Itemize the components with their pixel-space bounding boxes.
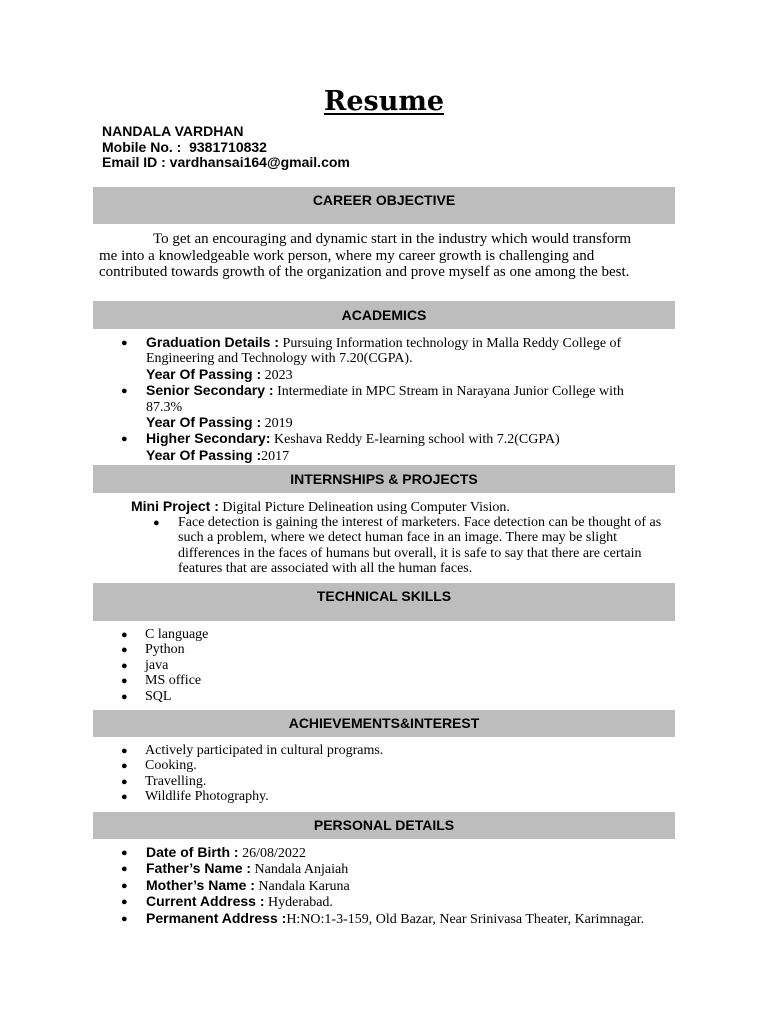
list-item (121, 642, 645, 658)
detail-label: Permanent Address : (146, 909, 287, 926)
objective-line: contributed towards growth of the organization and prove myself as one among the best. (99, 264, 630, 280)
bullet-icon: ● (121, 760, 128, 773)
list-item (121, 657, 645, 673)
section-header-technical-skills: TECHNICAL SKILLS (93, 583, 675, 621)
year-value: 2019 (261, 416, 293, 432)
list-item (121, 789, 645, 805)
year-value: 2023 (261, 367, 293, 383)
objective-line: me into a knowledgeable work person, where my career growth is challenging and (99, 247, 595, 264)
bullet-icon: ● (121, 912, 128, 925)
contact-block (102, 124, 350, 171)
list-item (121, 673, 645, 689)
list-item (121, 773, 645, 789)
academics-list (121, 334, 666, 464)
list-item (121, 627, 645, 642)
year-label: Year Of Passing : (146, 446, 262, 463)
list-item (121, 876, 706, 894)
mobile-number: Mobile No. : 9381710832 (102, 138, 267, 155)
detail-value: H:NO:1-3-159, Old Bazar, Near Srinivasa Theater, Karimnagar. (286, 911, 645, 927)
section-header-academics: ACADEMICS (93, 301, 675, 329)
achievement-text: Wildlife Photography. (145, 789, 269, 805)
bullet-icon: ● (153, 517, 160, 529)
objective-line: To get an encouraging and dynamic start in the industry which would transform (153, 231, 632, 247)
bullet-icon: ● (121, 385, 128, 398)
bullet-icon: ● (121, 791, 128, 804)
academic-detail: Keshava Reddy E-learning school with 7.2(CGPA) (270, 432, 560, 448)
list-item (121, 909, 706, 927)
skill-name: C language (145, 627, 209, 642)
list-item (121, 334, 666, 383)
detail-label: Current Address : (146, 893, 265, 910)
list-item (121, 893, 706, 911)
list-item (153, 515, 678, 577)
email-address: Email ID : vardhansai164@gmail.com (102, 154, 350, 170)
year-label: Year Of Passing : (146, 414, 262, 431)
section-header-career-objective: CAREER OBJECTIVE (93, 187, 675, 224)
academic-label: Higher Secondary: (146, 430, 271, 447)
bullet-icon: ● (121, 863, 128, 876)
detail-value: Hyderabad. (264, 895, 333, 911)
academic-label: Senior Secondary : (146, 382, 274, 399)
skill-name: java (145, 657, 169, 673)
achievements-list (121, 743, 645, 805)
detail-label: Father’s Name : (146, 860, 252, 877)
project-label: Mini Project : (131, 498, 219, 514)
skill-name: Python (145, 642, 185, 658)
academic-detail: Engineering and Technology with 7.20(CGPA). (146, 351, 413, 367)
bullet-icon: ● (121, 629, 128, 641)
mini-project-line (131, 499, 510, 515)
bullet-icon: ● (121, 775, 128, 788)
technical-skills-list (121, 627, 645, 704)
bullet-icon: ● (121, 675, 128, 688)
project-desc-line: differences in the faces of humans but overall, it is safe to say that there are certain (178, 545, 642, 561)
detail-value: 26/08/2022 (238, 846, 306, 861)
list-item (121, 382, 666, 432)
detail-label: Date of Birth : (146, 844, 239, 860)
list-item (121, 743, 645, 758)
list-item (121, 688, 645, 704)
project-desc-line: such a problem, where we detect human face in an image. There may be slight (178, 530, 618, 546)
year-label: Year Of Passing : (146, 365, 262, 382)
career-objective-text (99, 231, 659, 281)
section-header-personal-details: PERSONAL DETAILS (93, 812, 675, 839)
project-desc-line: features that are associated with all the human faces. (178, 561, 473, 577)
list-item (121, 844, 706, 861)
year-value: 2017 (261, 448, 290, 464)
achievement-text: Actively participated in cultural programs. (145, 743, 384, 758)
list-item (121, 758, 645, 774)
detail-label: Mother’s Name : (146, 876, 255, 893)
section-header-achievements: ACHIEVEMENTS&INTEREST (93, 710, 675, 737)
bullet-icon: ● (121, 879, 128, 892)
project-title: Digital Picture Delineation using Computer Vision. (218, 500, 510, 515)
achievement-text: Cooking. (145, 758, 197, 774)
project-description-list (153, 515, 678, 577)
detail-value: Nandala Anjaiah (251, 862, 349, 878)
academic-detail: Intermediate in MPC Stream in Narayana Junior College with (273, 384, 624, 400)
list-item (121, 430, 666, 464)
detail-value: Nandala Karuna (254, 878, 350, 894)
skill-name: MS office (145, 673, 202, 689)
candidate-name: NANDALA VARDHAN (102, 123, 244, 139)
academic-detail: 87.3% (146, 399, 183, 415)
skill-name: SQL (145, 688, 172, 704)
project-desc-line: Face detection is gaining the interest of marketers. Face detection can be thought of as (178, 515, 662, 530)
bullet-icon: ● (121, 433, 128, 446)
bullet-icon: ● (121, 745, 128, 757)
page-title (0, 86, 768, 117)
bullet-icon: ● (121, 644, 128, 657)
academic-label: Graduation Details : (146, 334, 280, 350)
bullet-icon: ● (121, 690, 128, 703)
page-title-text: Resume (323, 86, 445, 117)
list-item (121, 860, 706, 878)
personal-details-list (121, 844, 706, 927)
academic-detail: Pursuing Information technology in Malla Reddy College of (279, 336, 622, 351)
achievement-text: Travelling. (145, 773, 207, 789)
bullet-icon: ● (121, 659, 128, 672)
bullet-icon: ● (121, 896, 128, 909)
bullet-icon: ● (121, 847, 128, 859)
section-header-internships: INTERNSHIPS & PROJECTS (93, 465, 675, 493)
bullet-icon: ● (121, 337, 128, 349)
